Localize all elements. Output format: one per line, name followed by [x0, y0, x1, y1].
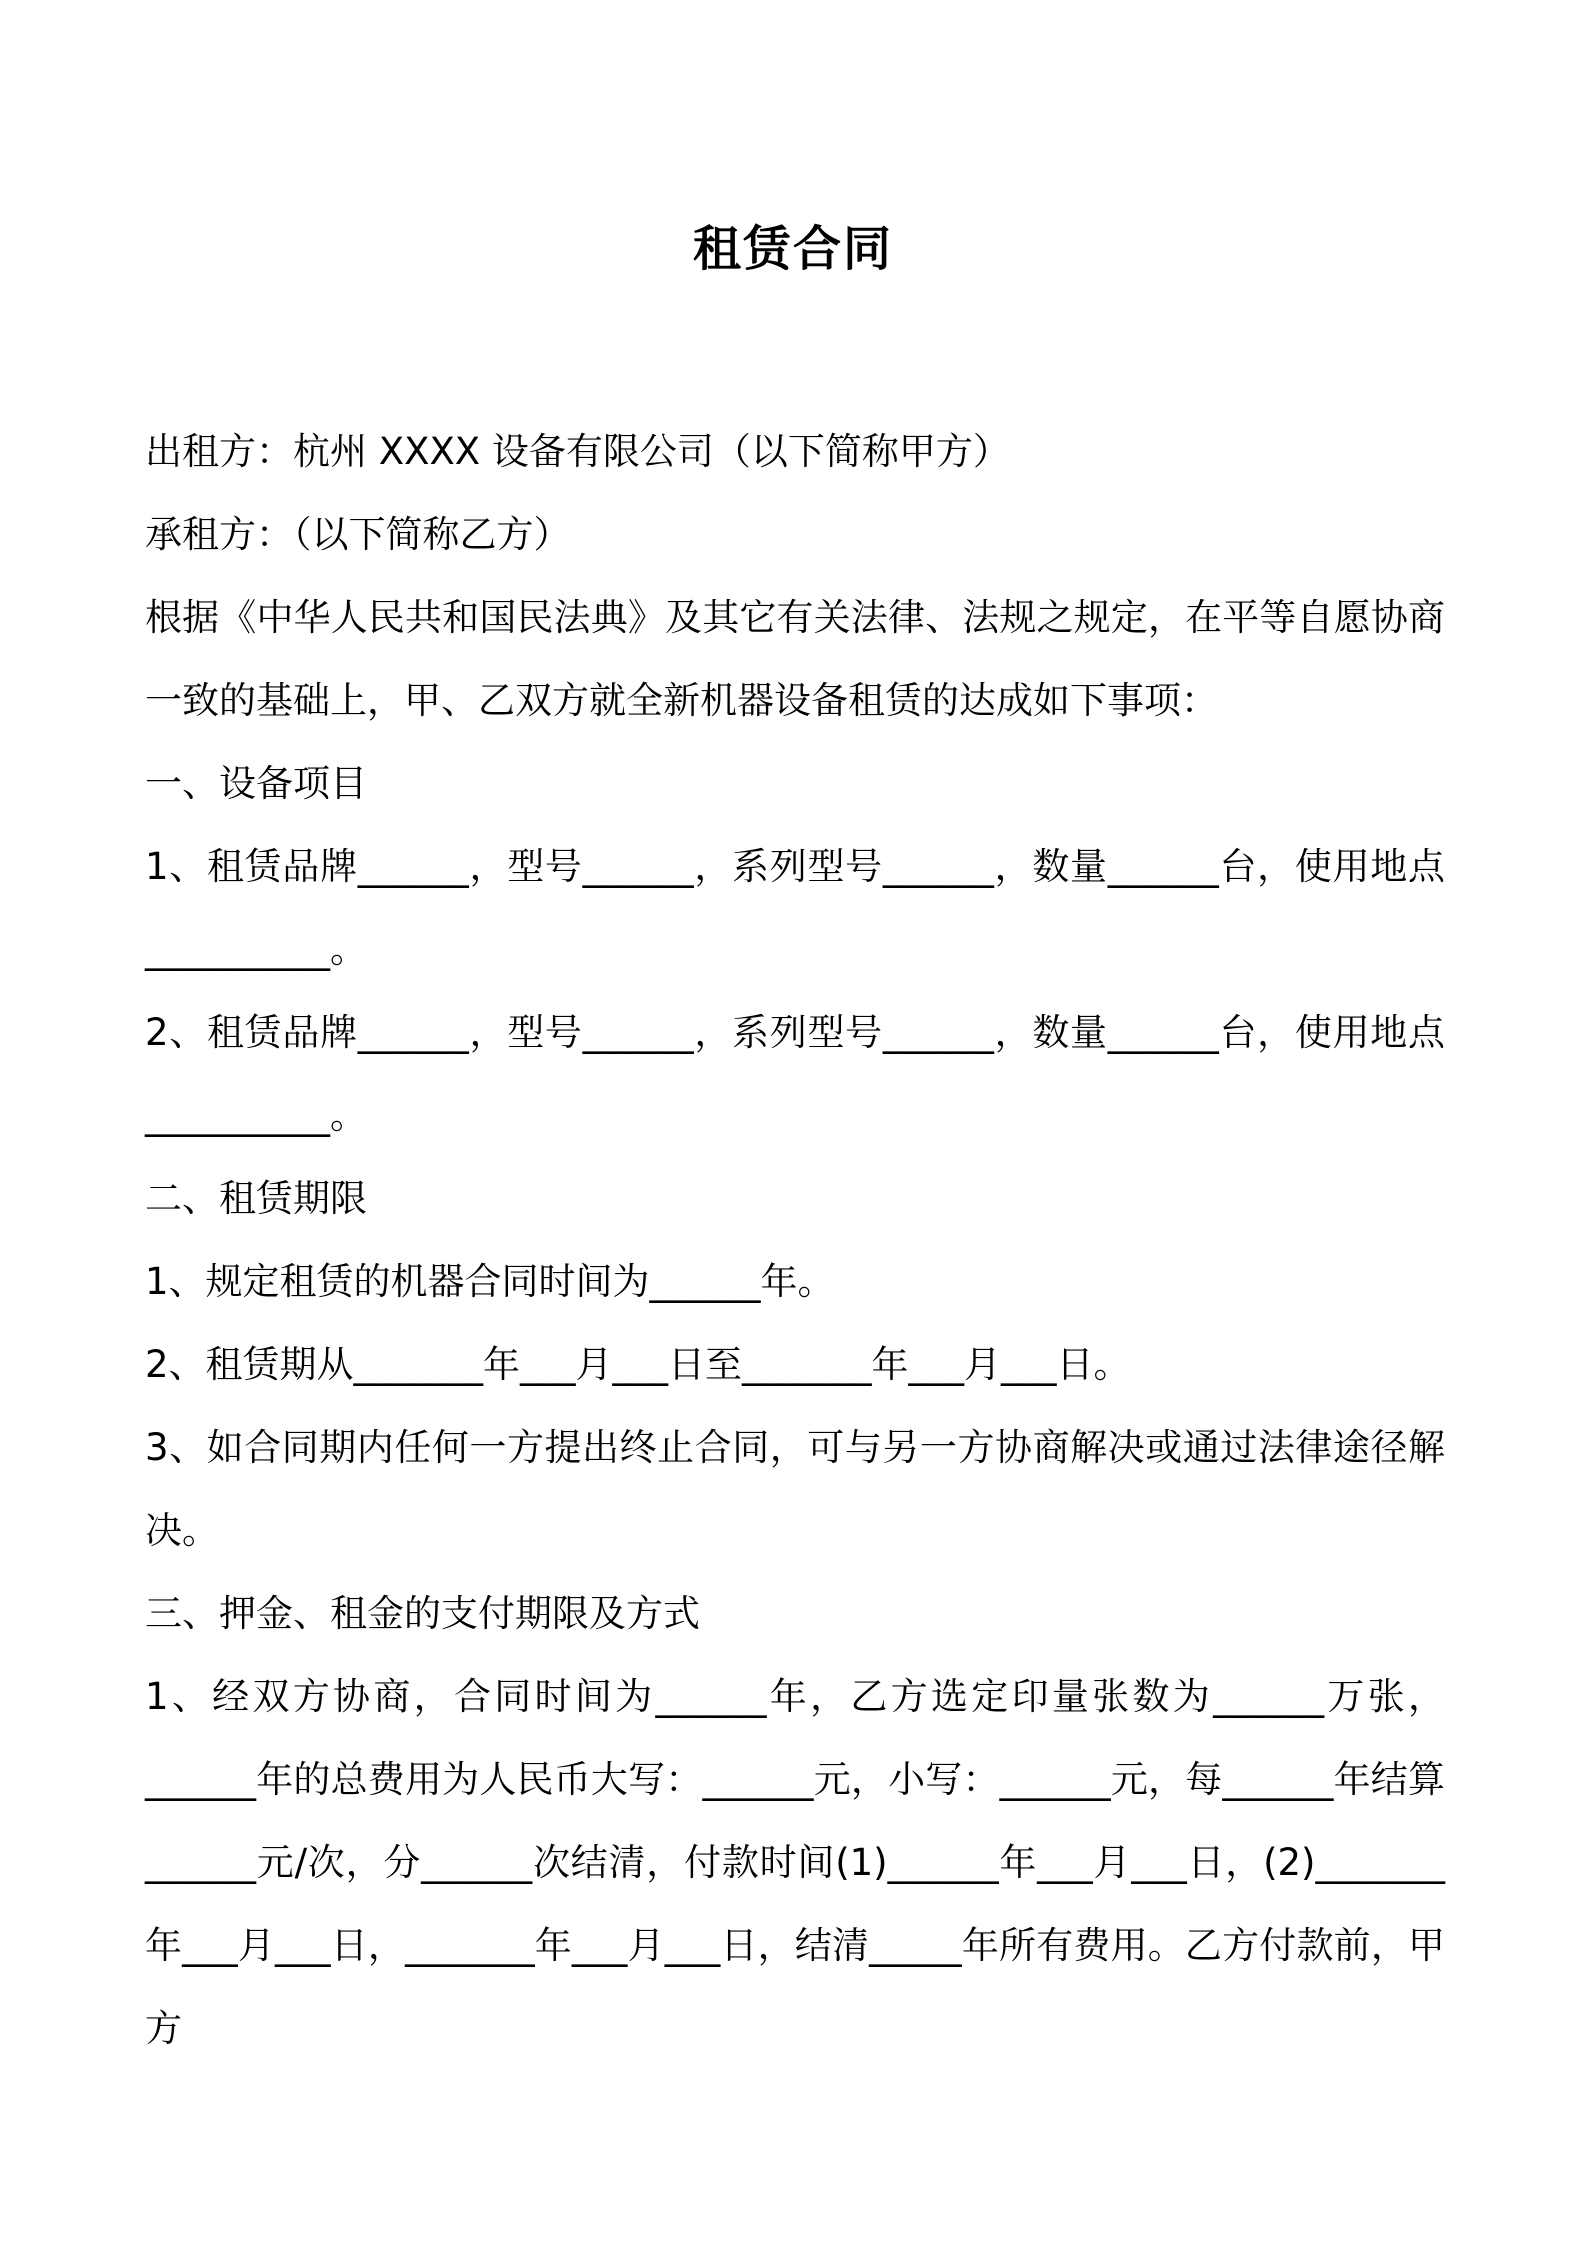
- payment-item-1: 1、经双方协商，合同时间为______年，乙方选定印量张数为______万张，______年的总费用为人民币大写：______元，小写：______元，每______年结算______元/次，分______次结清，付款时间(1)______年___月___日，(2)_______年___月___日，_______年___月___日，结清_____年所有费用。乙方付款前，甲方: [145, 1675, 1445, 2050]
- equipment-item-1: 1、租赁品牌______，型号______，系列型号______，数量______台，使用地点__________。: [145, 845, 1445, 971]
- term-item-1: 1、规定租赁的机器合同时间为______年。: [145, 1260, 835, 1303]
- document-body: [145, 410, 1445, 2070]
- section-heading-equipment: 一、设备项目: [145, 762, 367, 805]
- equipment-item-2: 2、租赁品牌______，型号______，系列型号______，数量______台，使用地点__________。: [145, 1011, 1445, 1137]
- document-title: 租赁合同: [692, 221, 893, 277]
- preamble-paragraph: 根据《中华人民共和国民法典》及其它有关法律、法规之规定，在平等自愿协商一致的基础上，甲、乙双方就全新机器设备租赁的达成如下事项：: [145, 596, 1445, 722]
- lessor-line: 出租方：杭州 XXXX 设备有限公司（以下简称甲方）: [145, 430, 1010, 473]
- section-heading-term: 二、租赁期限: [145, 1177, 367, 1220]
- term-item-2: 2、租赁期从_______年___月___日至_______年___月___日。: [145, 1343, 1131, 1386]
- term-item-3: 3、如合同期内任何一方提出终止合同，可与另一方协商解决或通过法律途径解决。: [145, 1426, 1445, 1552]
- section-heading-payment: 三、押金、租金的支付期限及方式: [145, 1592, 700, 1635]
- lessee-line: 承租方：（以下简称乙方）: [145, 513, 571, 556]
